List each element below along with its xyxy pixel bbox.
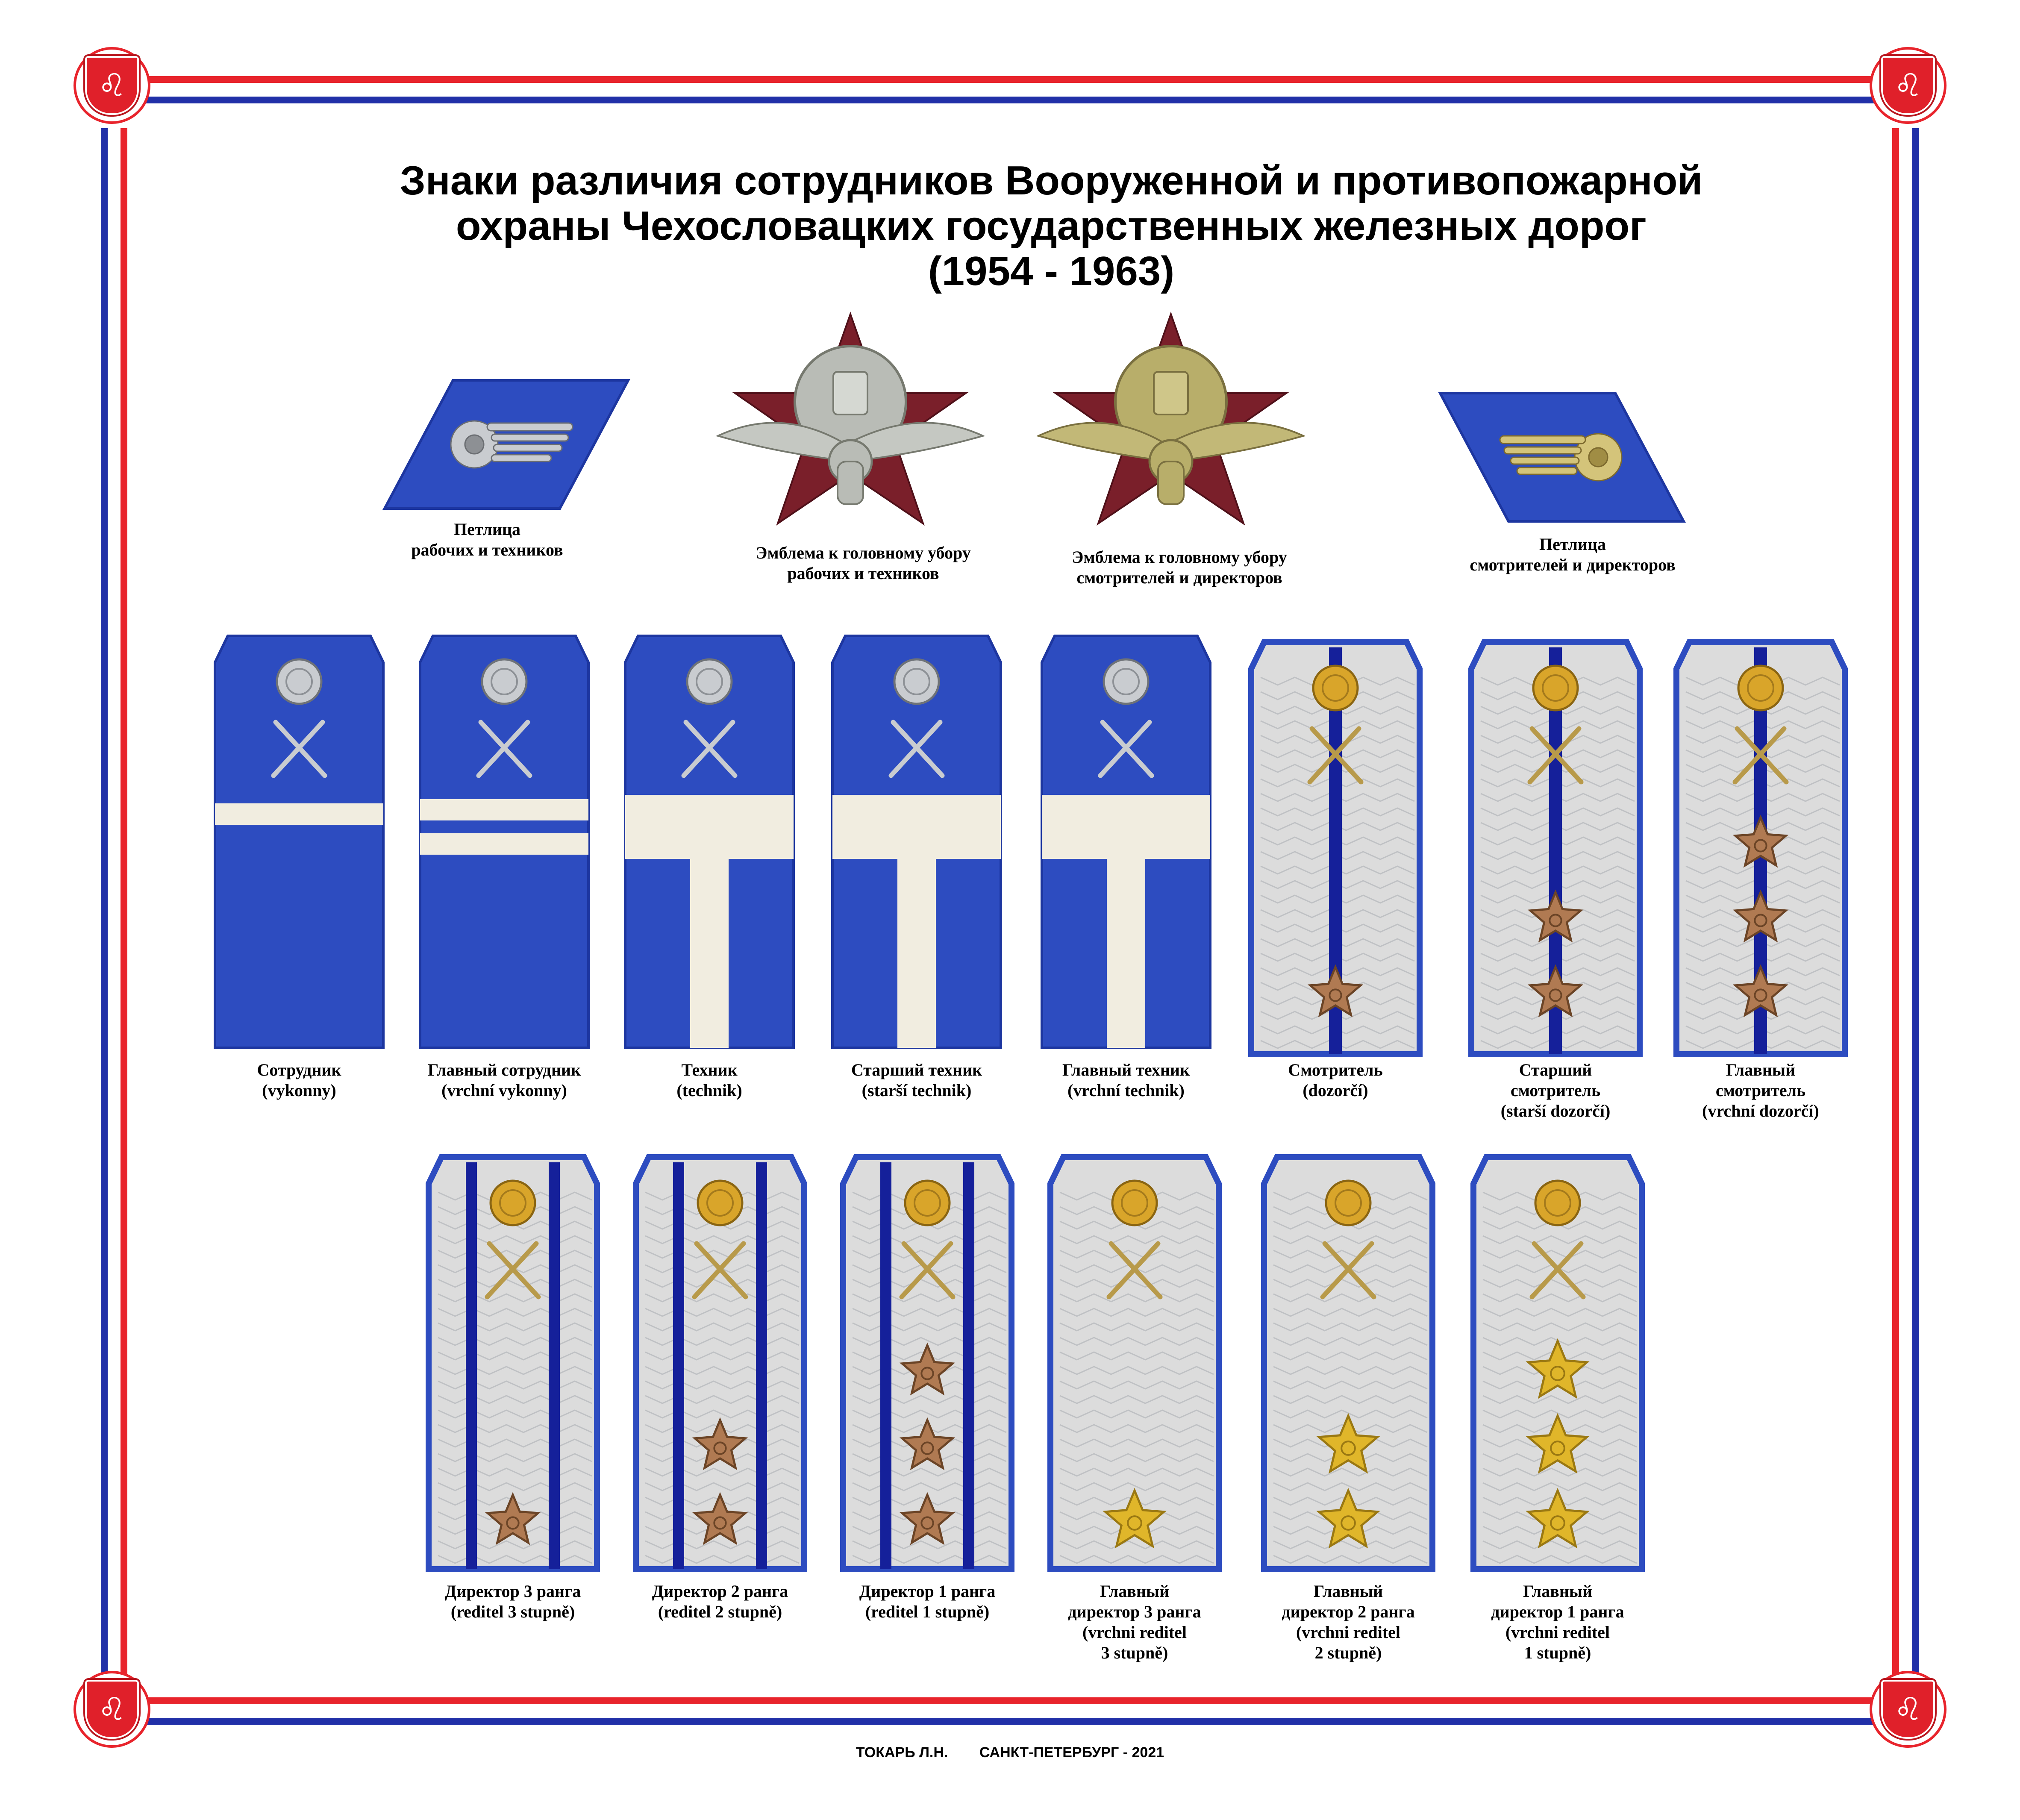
board-bar <box>832 795 1001 859</box>
shoulder-board <box>622 632 797 1051</box>
border-bottom-red <box>90 1697 1927 1704</box>
board-stripe <box>963 1162 974 1569</box>
board-bar <box>625 795 794 859</box>
title-line: (1954 - 1963) <box>928 248 1175 294</box>
rank-caption: Главный смотритель (vrchní dozorčí) <box>1702 1060 1819 1120</box>
board-bar <box>215 803 383 825</box>
rank-caption: Директор 2 ранга (reditel 2 stupně) <box>652 1582 788 1621</box>
rank-caption: Старший смотритель (starší dozorčí) <box>1500 1060 1611 1120</box>
button-icon <box>491 1181 535 1225</box>
board-bar <box>420 799 588 820</box>
border-top-blue <box>90 97 1927 103</box>
shoulder-board <box>1470 1154 1645 1573</box>
button-icon <box>1104 659 1148 704</box>
button-icon <box>482 659 526 704</box>
button-icon <box>894 659 939 704</box>
title-line: Знаки различия сотрудников Вооруженной и противопожарной <box>400 158 1703 203</box>
coat-of-arms-icon: ♌ <box>74 1671 150 1748</box>
page-title <box>239 158 1863 294</box>
rank-caption: Главный техник (vrchní technik) <box>1062 1060 1190 1100</box>
board-stripe <box>549 1162 560 1569</box>
rank-caption: Главный директор 2 ранга (vrchni reditel 2 stupně) <box>1282 1582 1415 1662</box>
board-stripe <box>756 1162 767 1569</box>
shoulder-board <box>417 632 592 1051</box>
rank-caption: Директор 1 ранга (reditel 1 stupně) <box>859 1582 996 1621</box>
shoulder-board <box>425 1154 600 1573</box>
insignia-caption: Эмблема к головному убору рабочих и техников <box>756 543 971 583</box>
footer <box>0 1744 2020 1761</box>
shoulder-board <box>1673 639 1848 1058</box>
rank-caption: Техник (technik) <box>676 1060 742 1100</box>
button-icon <box>1326 1181 1370 1225</box>
insignia-caption: Петлица смотрителей и директоров <box>1470 535 1676 574</box>
button-icon <box>698 1181 742 1225</box>
footer-author: ТОКАРЬ Л.Н. <box>856 1744 948 1761</box>
coat-of-arms-icon: ♌ <box>1870 47 1946 124</box>
shoulder-board <box>1047 1154 1222 1573</box>
shoulder-board <box>1248 639 1423 1058</box>
cap-emblem-gold-icon <box>1030 308 1312 530</box>
board-bar <box>1042 795 1210 859</box>
rank-caption: Главный директор 1 ранга (vrchni reditel 1 stupně) <box>1491 1582 1624 1662</box>
rank-caption: Главный сотрудник (vrchní vykonny) <box>427 1060 581 1100</box>
insignia-caption: Петлица рабочих и техников <box>411 520 563 559</box>
button-icon <box>1535 1181 1580 1225</box>
shoulder-board <box>1261 1154 1436 1573</box>
rank-caption: Сотрудник (vykonny) <box>257 1060 341 1100</box>
footer-place-year: САНКТ-ПЕТЕРБУРГ - 2021 <box>979 1744 1164 1761</box>
title-line: охраны Чехословацких государственных железных дорог <box>456 203 1647 249</box>
board-bar <box>690 859 729 1048</box>
shoulder-board <box>632 1154 808 1573</box>
button-icon <box>1112 1181 1157 1225</box>
border-right-red <box>1892 128 1899 1675</box>
button-icon <box>1533 666 1578 710</box>
rank-caption: Смотритель (dozorčí) <box>1288 1060 1383 1100</box>
board-stripe <box>673 1162 684 1569</box>
cap-emblem-silver-icon <box>709 308 991 530</box>
border-bottom-blue <box>90 1718 1927 1725</box>
rank-caption: Директор 3 ранга (reditel 3 stupně) <box>444 1582 581 1621</box>
insignia-caption: Эмблема к головному убору смотрителей и директоров <box>1072 547 1287 587</box>
rank-caption: Старший техник (starší technik) <box>851 1060 982 1100</box>
collar-tab-directors-icon <box>1436 389 1692 526</box>
border-right-blue <box>1912 128 1919 1675</box>
button-icon <box>905 1181 950 1225</box>
button-icon <box>277 659 321 704</box>
rank-caption: Главный директор 3 ранга (vrchni reditel 3 stupně) <box>1068 1582 1201 1662</box>
button-icon <box>687 659 732 704</box>
coat-of-arms-icon: ♌ <box>74 47 150 124</box>
board-stripe <box>466 1162 477 1569</box>
shoulder-board <box>829 632 1004 1051</box>
board-bar <box>1107 859 1145 1048</box>
shoulder-board <box>1038 632 1214 1051</box>
border-left-red <box>121 128 127 1675</box>
shoulder-board <box>212 632 387 1051</box>
button-icon <box>1313 666 1358 710</box>
collar-tab-workers-icon <box>376 376 632 513</box>
board-bar <box>420 833 588 855</box>
border-top-red <box>90 76 1927 83</box>
coat-of-arms-icon: ♌ <box>1870 1671 1946 1748</box>
board-stripe <box>880 1162 891 1569</box>
shoulder-board <box>1468 639 1643 1058</box>
board-bar <box>897 859 936 1048</box>
border-left-blue <box>101 128 108 1675</box>
button-icon <box>1738 666 1783 710</box>
shoulder-board <box>840 1154 1015 1573</box>
